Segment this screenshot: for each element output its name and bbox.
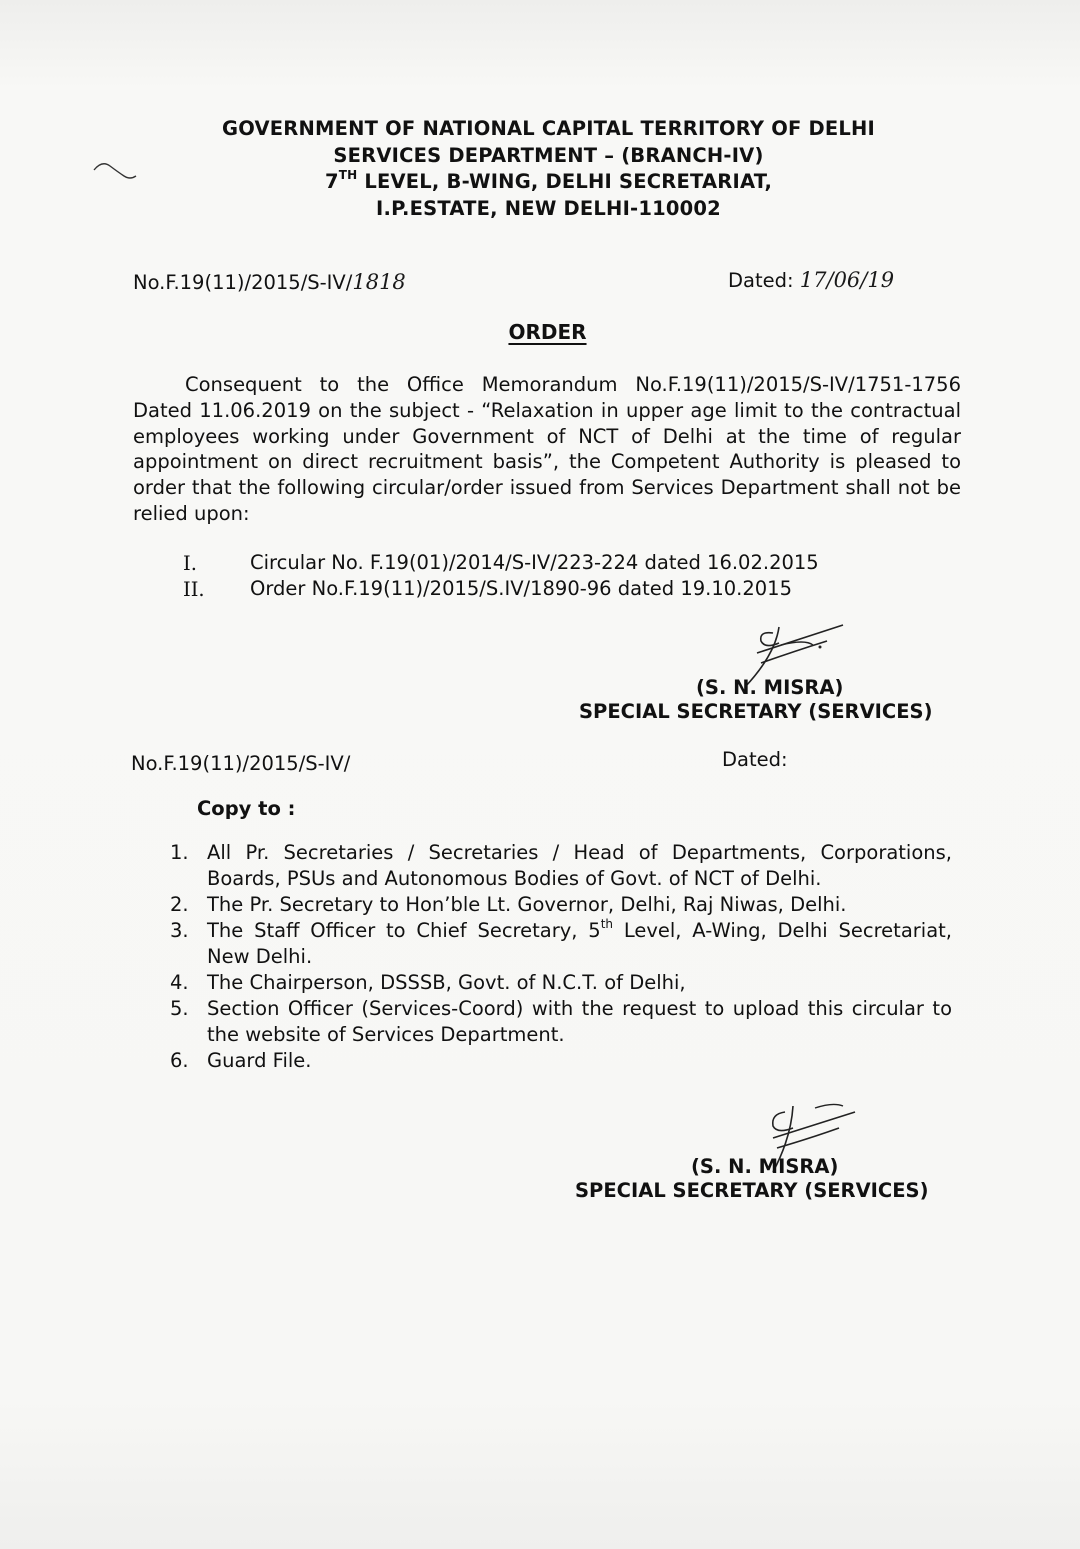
order-title: ORDER xyxy=(508,320,587,344)
list-item: 5. Section Officer (Services-Coord) with the request to upload this circular to the website of Services Department. xyxy=(170,997,952,1046)
item-number-2: II. xyxy=(183,578,205,601)
item-text-1: Circular No. F.19(01)/2014/S-IV/223-224 dated 16.02.2015 xyxy=(250,551,819,574)
file-number: No.F.19(11)/2015/S-IV/1818 xyxy=(133,270,406,294)
copy-to-list xyxy=(170,840,952,1074)
body-paragraph: Consequent to the Office Memorandum No.F.19(11)/2015/S-IV/1751-1756 Dated 11.06.2019 on the subject - “Relaxation in upper age limit to the contractual employees working under Government of NCT of Delhi at the time of regular appointment on direct recruitment basis”, the Competent Authority is pleased to order that the following circular/order issued from Services Department shall not be relied upon: xyxy=(133,373,961,525)
signatory-name-1: (S. N. MISRA) xyxy=(696,676,844,699)
copy-file-number: No.F.19(11)/2015/S-IV/ xyxy=(131,752,351,775)
list-item: 2. The Pr. Secretary to Hon’ble Lt. Governor, Delhi, Raj Niwas, Delhi. xyxy=(170,893,847,916)
signatory-name-2: (S. N. MISRA) xyxy=(691,1155,839,1178)
copy-to-label: Copy to : xyxy=(197,797,296,820)
signatory-designation-2: SPECIAL SECRETARY (SERVICES) xyxy=(575,1179,929,1202)
handwritten-file-number: 1818 xyxy=(352,270,406,294)
letterhead-line-1: GOVERNMENT OF NATIONAL CAPITAL TERRITORY OF DELHI xyxy=(222,117,875,140)
list-item: 3. The Staff Officer to Chief Secretary, 5th Level, A-Wing, Delhi Secretariat, New Delhi. xyxy=(170,916,952,968)
letterhead-line-3: 7TH LEVEL, B-WING, DELHI SECRETARIAT, xyxy=(324,167,773,193)
letterhead xyxy=(0,116,1080,222)
copy-date: Dated: xyxy=(722,748,788,771)
letterhead-line-2: SERVICES DEPARTMENT – (BRANCH-IV) xyxy=(333,143,764,167)
order-date: Dated: 17/06/19 xyxy=(728,268,895,292)
handwritten-date: 17/06/19 xyxy=(799,268,895,292)
item-number-1: I. xyxy=(183,552,197,575)
list-item: 1. All Pr. Secretaries / Secretaries / Head of Departments, Corporations, Boards, PSUs and Autonomous Bodies of Govt. of NCT of Delhi. xyxy=(170,841,952,890)
item-text-2: Order No.F.19(11)/2015/S.IV/1890-96 dated 19.10.2015 xyxy=(250,577,792,600)
signatory-designation-1: SPECIAL SECRETARY (SERVICES) xyxy=(579,700,933,723)
list-item: 4. The Chairperson, DSSSB, Govt. of N.C.T. of Delhi, xyxy=(170,971,686,994)
list-item: 6. Guard File. xyxy=(170,1049,312,1072)
letterhead-line-4: I.P.ESTATE, NEW DELHI-110002 xyxy=(376,196,721,220)
